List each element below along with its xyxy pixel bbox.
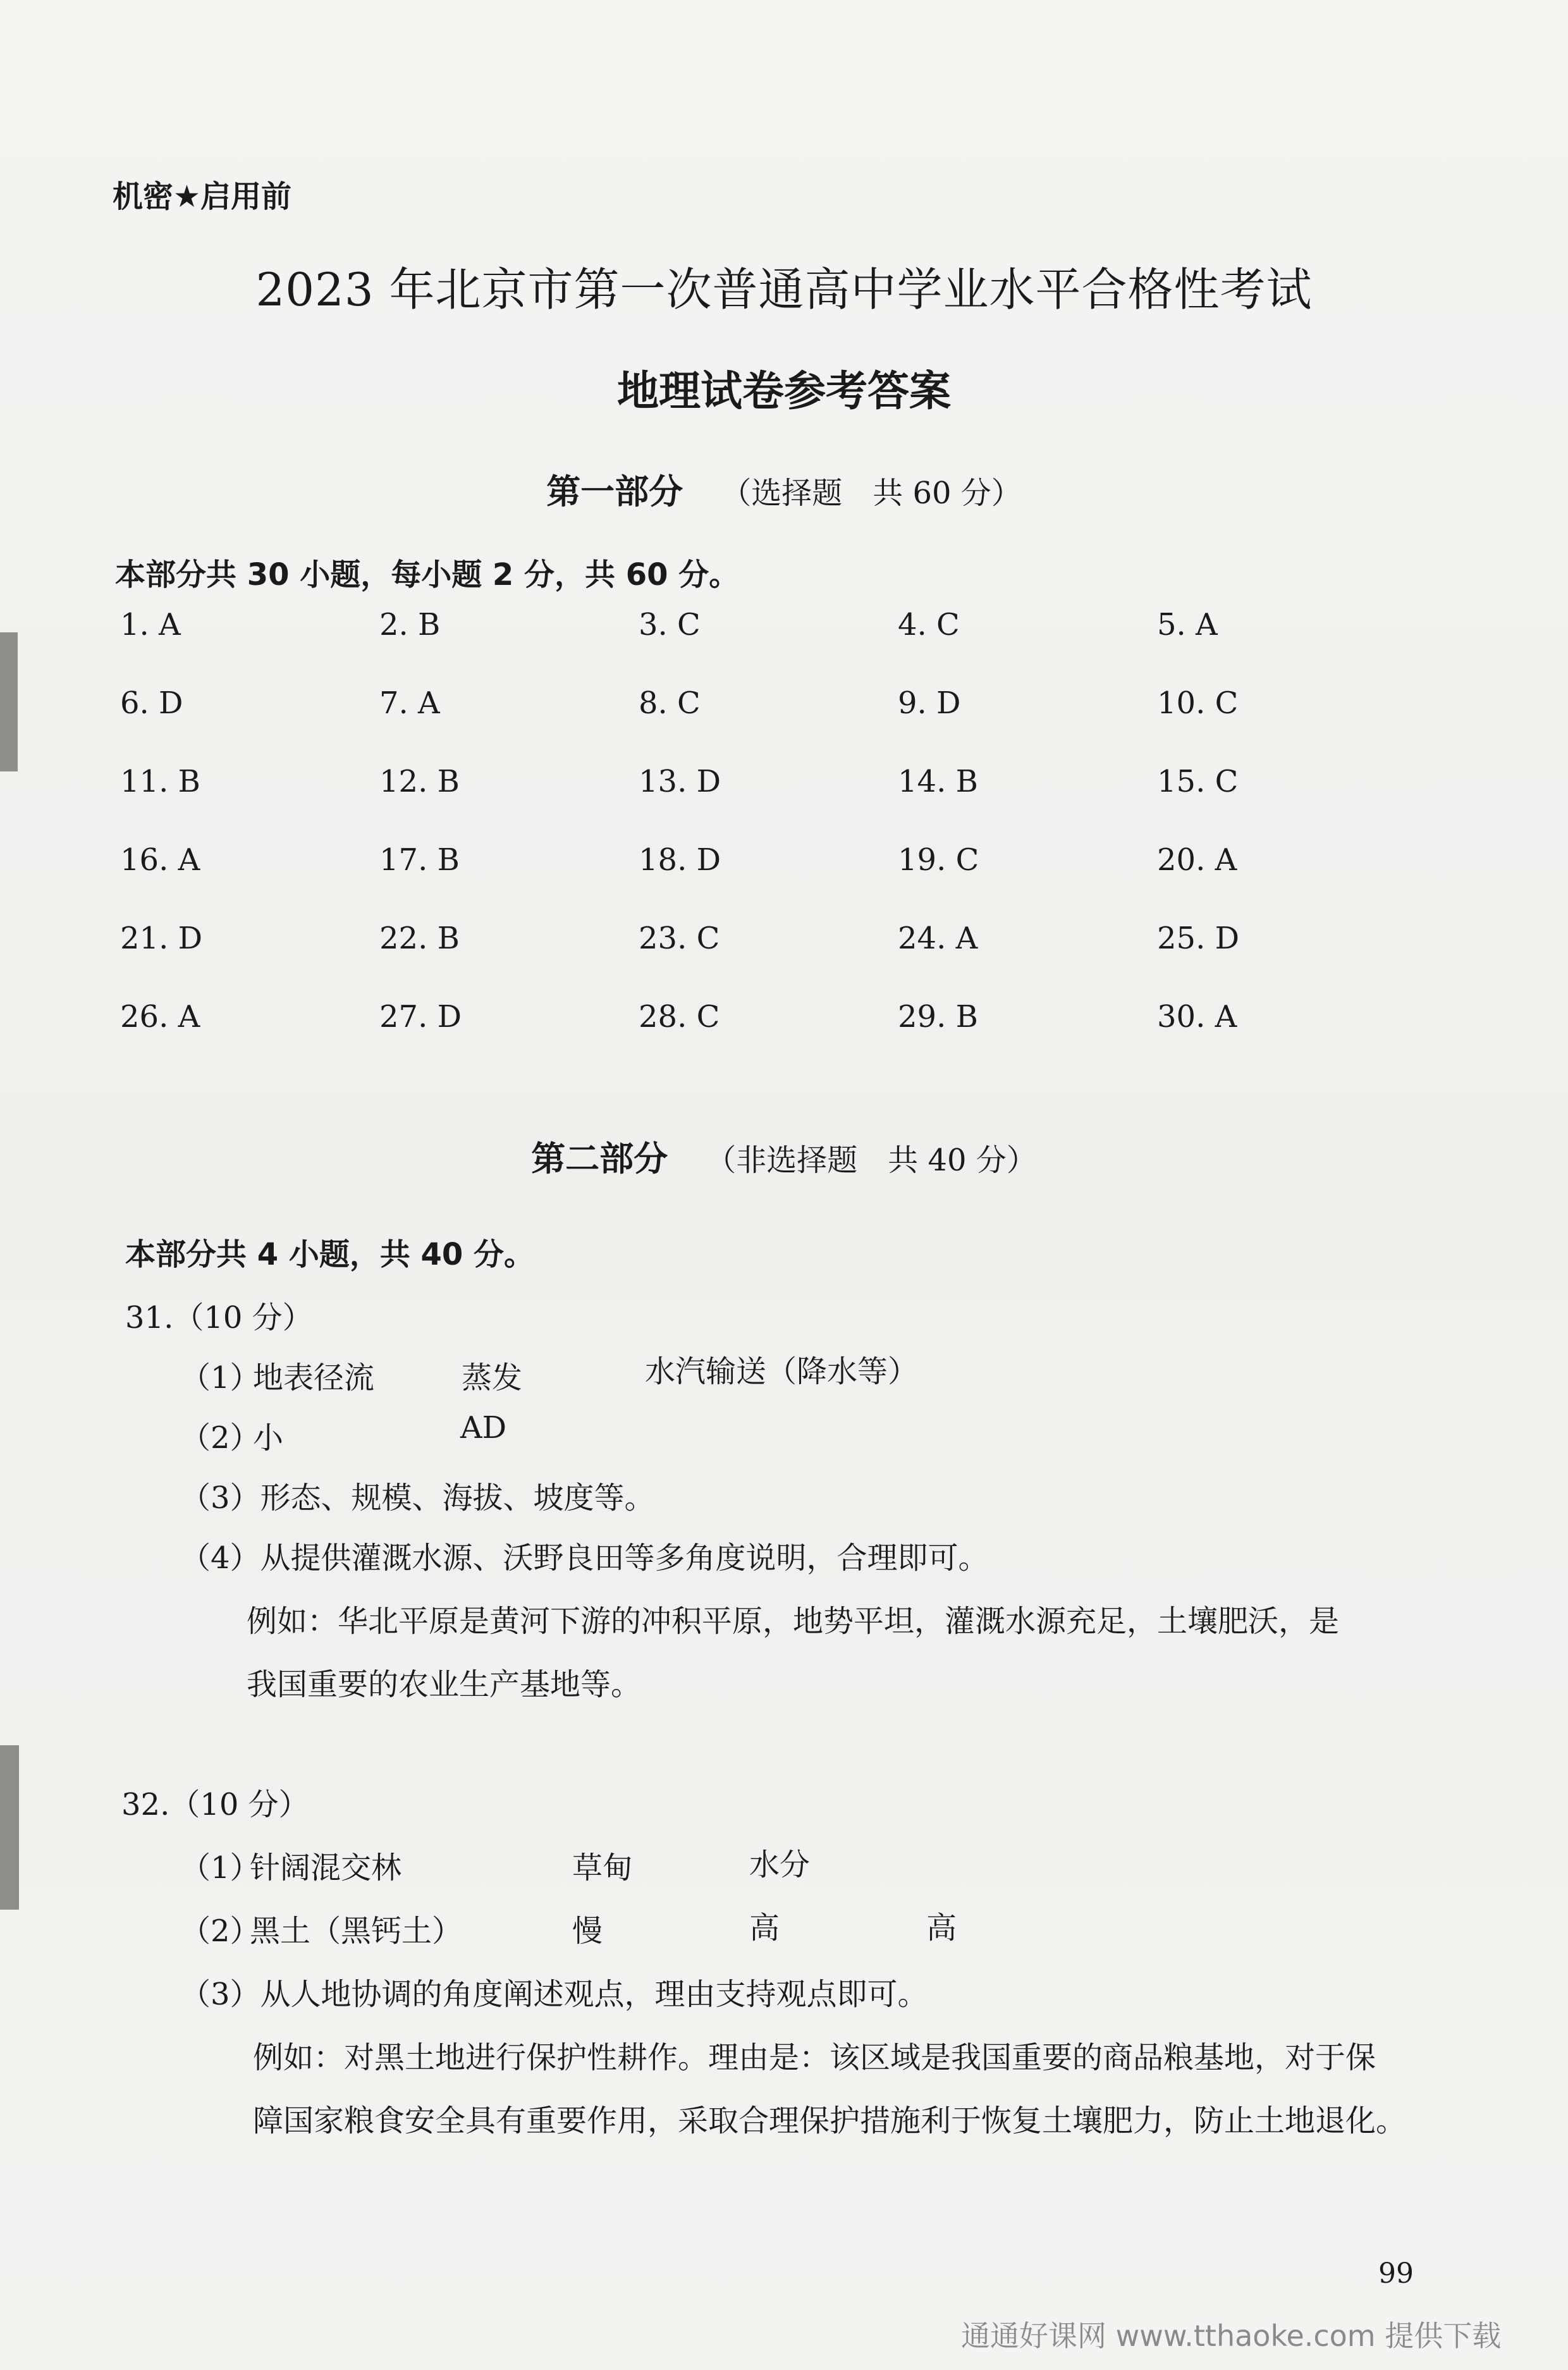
part2-note: （非选择题 共 40 分） xyxy=(706,1143,1037,1178)
q32-sub2-number: （2） xyxy=(180,1913,260,1949)
q31-sub2-answer-b: AD xyxy=(460,1410,507,1446)
q32-heading: 32.（10 分） xyxy=(121,1787,309,1822)
mc-answer-item: 18. D xyxy=(639,842,721,878)
mc-answer-item: 9. D xyxy=(898,685,961,721)
q31-sub2-number: （2） xyxy=(180,1420,260,1456)
mc-answer-item: 5. A xyxy=(1157,607,1218,642)
part2-title: 第二部分 xyxy=(531,1139,668,1179)
part2-intro: 本部分共 4 小题，共 40 分。 xyxy=(125,1237,535,1272)
mc-answer-item: 13. D xyxy=(639,764,721,799)
q31-heading: 31.（10 分） xyxy=(125,1300,313,1335)
q32-sub1-number: （1） xyxy=(180,1850,260,1886)
q32-sub1-answer-c: 水分 xyxy=(749,1847,811,1882)
mc-answer-item: 17. B xyxy=(379,842,460,878)
mc-answer-item: 11. B xyxy=(120,764,200,799)
mc-answer-item: 22. B xyxy=(379,921,460,956)
mc-answer-item: 2. B xyxy=(379,607,441,642)
q31-sub1-answer-c: 水汽输送（降水等） xyxy=(645,1354,919,1389)
q31-sub1-number: （1） xyxy=(180,1360,260,1396)
mc-answer-item: 12. B xyxy=(379,764,460,799)
mc-answer-item: 6. D xyxy=(120,685,183,721)
q32-sub2-answer-d: 高 xyxy=(926,1910,957,1946)
q31-sub2-answer-a: 小 xyxy=(253,1420,284,1456)
q32-sub2-answer-c: 高 xyxy=(749,1910,780,1946)
q32-sub3: （3）从人地协调的角度阐述观点，理由支持观点即可。 xyxy=(180,1977,928,2012)
q32-sub1-answer-b: 草甸 xyxy=(572,1850,634,1886)
part1-title: 第一部分 xyxy=(546,472,683,512)
mc-answer-item: 25. D xyxy=(1157,921,1240,956)
q31-sub4-example-line2: 我国重要的农业生产基地等。 xyxy=(247,1667,642,1702)
q32-sub1-answer-a: 针阔混交林 xyxy=(250,1850,402,1886)
mc-answer-item: 16. A xyxy=(120,842,200,878)
mc-answer-item: 21. D xyxy=(120,921,203,956)
q32-sub2-answer-b: 慢 xyxy=(572,1913,603,1949)
mc-answer-item: 3. C xyxy=(639,607,701,642)
q32-sub3-example-line1: 例如：对黑土地进行保护性耕作。理由是：该区域是我国重要的商品粮基地，对于保 xyxy=(253,2040,1376,2075)
mc-answer-item: 27. D xyxy=(379,999,462,1035)
mc-answer-item: 24. A xyxy=(898,921,978,956)
page-number: 99 xyxy=(1378,2257,1414,2290)
q31-sub1-answer-b: 蒸发 xyxy=(462,1360,523,1396)
mc-answer-item: 29. B xyxy=(898,999,978,1035)
part1-heading xyxy=(0,465,1568,513)
mc-answer-item: 30. A xyxy=(1157,999,1237,1035)
mc-answer-item: 14. B xyxy=(898,764,978,799)
part1-intro: 本部分共 30 小题，每小题 2 分，共 60 分。 xyxy=(115,557,740,592)
answer-grid xyxy=(120,607,1321,1037)
exam-title: 2023 年北京市第一次普通高中学业水平合格性考试 xyxy=(255,263,1313,316)
mc-answer-item: 8. C xyxy=(639,685,701,721)
download-watermark: 通通好课网 www.tthaoke.com 提供下载 xyxy=(961,2319,1502,2353)
scan-edge-mark-bottom xyxy=(0,1745,19,1910)
mc-answer-item: 28. C xyxy=(639,999,720,1035)
q31-sub3: （3）形态、规模、海拔、坡度等。 xyxy=(180,1480,655,1516)
mc-answer-item: 1. A xyxy=(120,607,181,642)
answer-subtitle: 地理试卷参考答案 xyxy=(617,367,951,415)
mc-answer-item: 15. C xyxy=(1157,764,1239,799)
q31-sub4: （4）从提供灌溉水源、沃野良田等多角度说明，合理即可。 xyxy=(180,1540,989,1576)
mc-answer-item: 10. C xyxy=(1157,685,1239,721)
mc-answer-item: 4. C xyxy=(898,607,960,642)
q31-sub1 xyxy=(180,1353,260,1397)
mc-answer-item: 19. C xyxy=(898,842,979,878)
part2-heading xyxy=(0,1132,1568,1181)
scan-edge-mark-top xyxy=(0,632,18,771)
q32-sub2-answer-a: 黑土（黑钙土） xyxy=(250,1913,463,1949)
q31-sub4-example-line1: 例如：华北平原是黄河下游的冲积平原，地势平坦，灌溉水源充足，土壤肥沃，是 xyxy=(247,1604,1340,1639)
confidential-label: 机密★启用前 xyxy=(113,179,292,214)
mc-answer-item: 20. A xyxy=(1157,842,1237,878)
mc-answer-item: 7. A xyxy=(379,685,440,721)
mc-answer-item: 26. A xyxy=(120,999,200,1035)
q32-sub3-example-line2: 障国家粮食安全具有重要作用，采取合理保护措施利于恢复土壤肥力，防止土地退化。 xyxy=(253,2103,1407,2139)
mc-answer-item: 23. C xyxy=(639,921,720,956)
part1-note: （选择题 共 60 分） xyxy=(721,476,1022,511)
q31-sub1-answer-a: 地表径流 xyxy=(253,1360,375,1396)
